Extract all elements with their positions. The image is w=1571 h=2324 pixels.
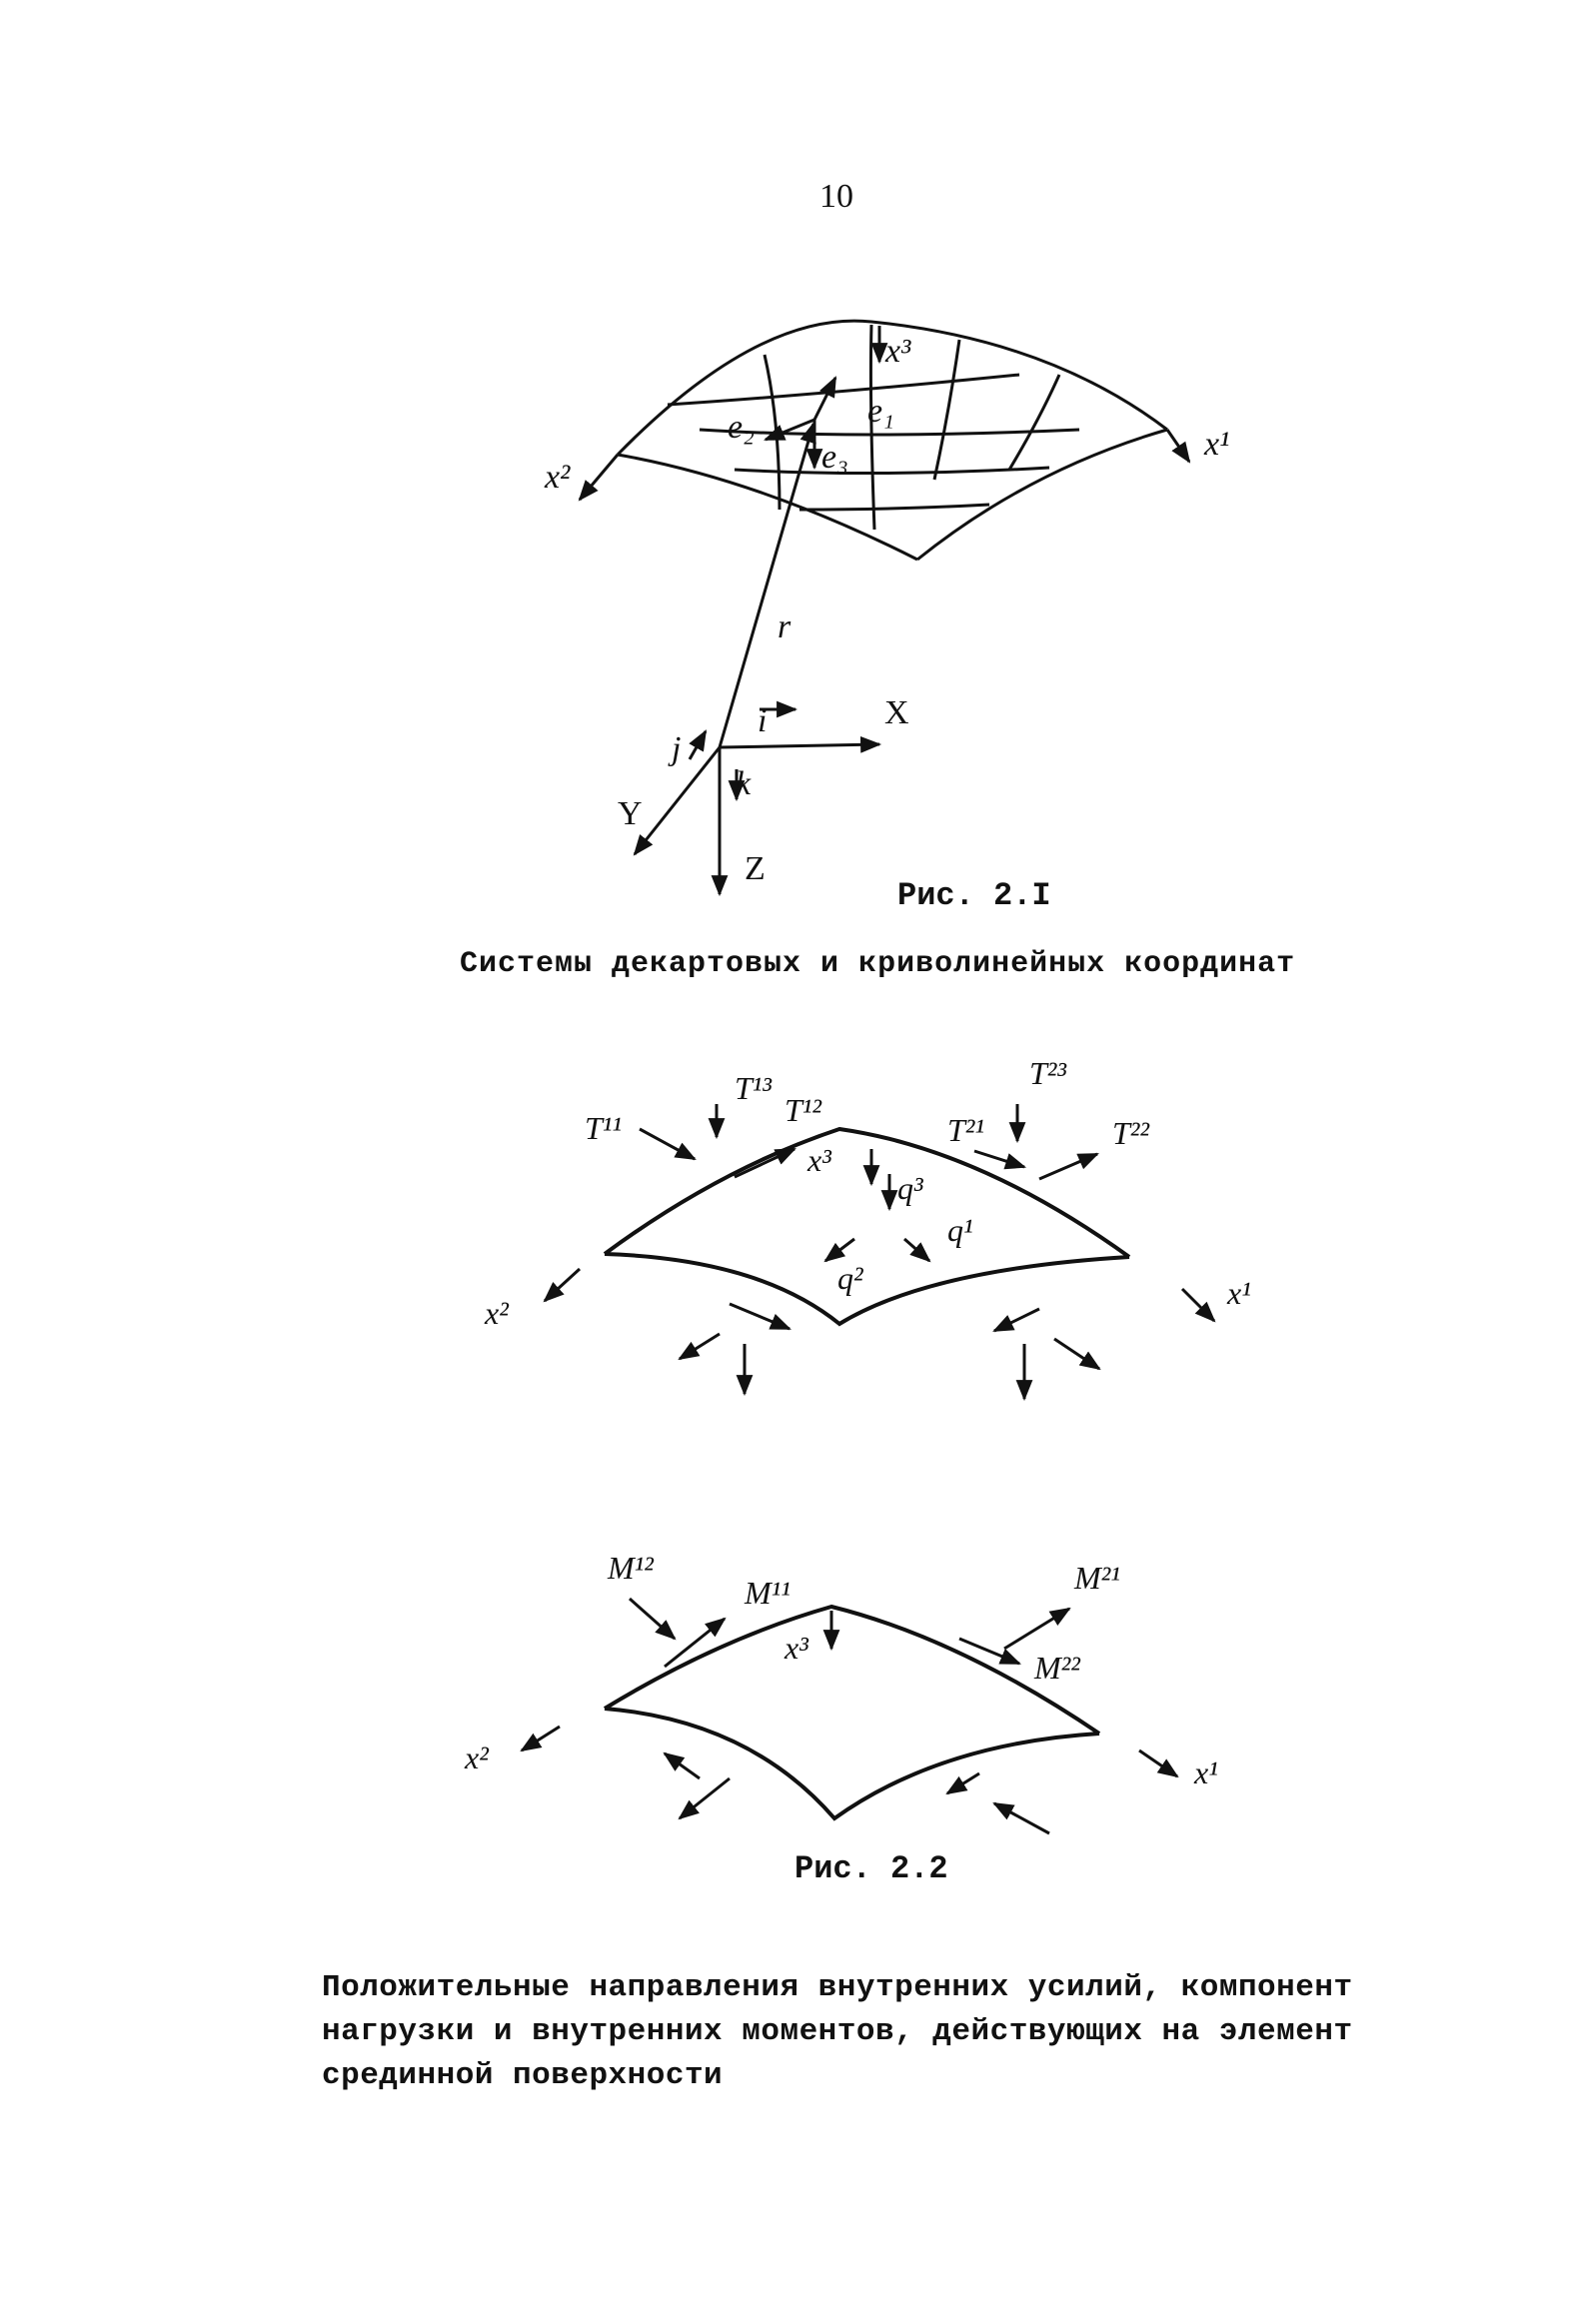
label-x2: x²	[545, 459, 571, 496]
description-line-2: нагрузки и внутренних моментов, действующих на элемент	[322, 2014, 1353, 2049]
figure-2-1-caption: Системы декартовых и криволинейных координат	[460, 947, 1296, 981]
label-k: k	[736, 765, 752, 802]
label-x1-moments: x¹	[1194, 1754, 1218, 1790]
label-M22: M²²	[1034, 1650, 1080, 1686]
figure-2-2-moment-element	[605, 1607, 1099, 1818]
label-M21: M²¹	[1074, 1560, 1120, 1596]
label-x1: x¹	[1204, 426, 1230, 463]
label-q1: q¹	[947, 1212, 973, 1248]
figure-2-2-moment-arrows	[522, 1599, 1177, 1833]
label-i: i	[758, 702, 768, 739]
label-T13: T¹³	[735, 1070, 772, 1106]
label-r: r	[778, 608, 791, 645]
label-q3: q³	[897, 1170, 923, 1206]
label-e2: e₂	[728, 409, 755, 446]
figure-2-2-force-element	[605, 1129, 1129, 1324]
figure-2-2-number: Рис. 2.2	[794, 1850, 948, 1887]
label-T12: T¹²	[785, 1092, 821, 1128]
label-M11: M¹¹	[745, 1575, 790, 1611]
label-T11: T¹¹	[585, 1110, 622, 1146]
label-T21: T²¹	[947, 1112, 984, 1148]
label-X: X	[884, 694, 909, 731]
figure-2-1-number: Рис. 2.I	[897, 877, 1051, 914]
label-Y: Y	[618, 795, 643, 832]
label-x3-forces: x³	[807, 1142, 831, 1178]
label-e1: e₁	[867, 393, 894, 430]
label-x1-forces: x¹	[1227, 1275, 1251, 1311]
label-M12: M¹²	[608, 1550, 654, 1586]
label-e3: e₃	[821, 439, 848, 476]
description-line-3: срединной поверхности	[322, 2058, 724, 2093]
figure-2-2-description	[322, 1966, 1361, 2098]
description-line-1: Положительные направления внутренних усилий, компонент	[322, 1970, 1353, 2005]
label-T22: T²²	[1112, 1115, 1149, 1151]
label-j: j	[672, 730, 682, 767]
label-T23: T²³	[1029, 1055, 1066, 1091]
label-Z: Z	[745, 850, 766, 887]
page-number: 10	[819, 178, 853, 215]
label-x2-moments: x²	[465, 1740, 489, 1775]
label-x2-forces: x²	[485, 1295, 509, 1331]
label-q2: q²	[837, 1260, 863, 1296]
label-x3: x³	[885, 333, 911, 370]
label-x3-moments: x³	[785, 1630, 808, 1666]
